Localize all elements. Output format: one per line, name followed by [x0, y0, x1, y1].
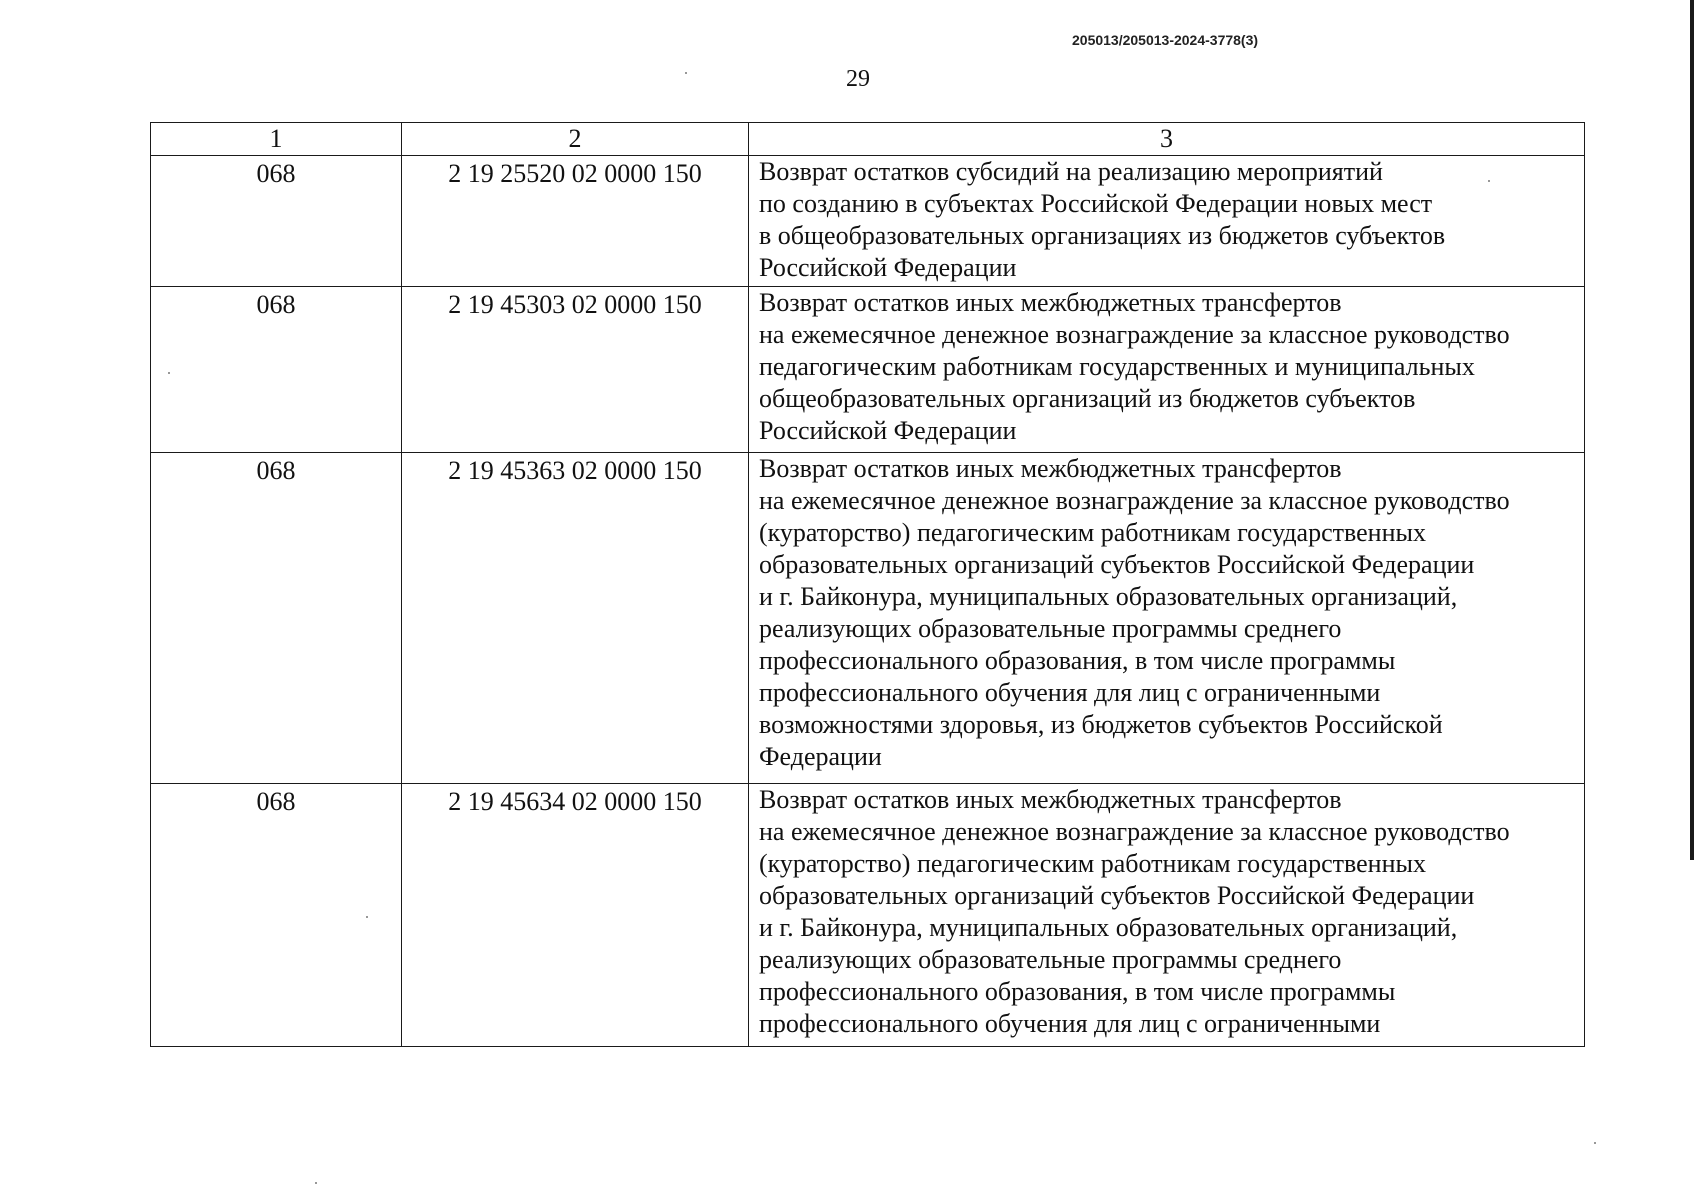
table-row — [151, 784, 1585, 1047]
description-line: (кураторство) педагогическим работникам государственных — [759, 518, 1426, 547]
admin-code: 068 — [256, 787, 296, 816]
kbk-code: 2 19 25520 02 0000 150 — [448, 159, 702, 188]
description-line: по созданию в субъектах Российской Федерации новых мест — [759, 189, 1433, 218]
column-header-2: 2 — [402, 123, 749, 156]
table-header-row — [151, 123, 1585, 156]
description-line: на ежемесячное денежное вознаграждение за классное руководство — [759, 486, 1510, 515]
description-line: профессионального обучения для лиц с ограниченными — [759, 678, 1381, 707]
table-row — [151, 453, 1585, 784]
admin-code-cell — [151, 784, 402, 1047]
scan-speck — [685, 72, 687, 74]
description-cell — [749, 287, 1585, 453]
admin-code: 068 — [256, 159, 296, 188]
description-line: общеобразовательных организаций из бюджетов субъектов — [759, 384, 1416, 413]
description-line: Возврат остатков иных межбюджетных трансфертов — [759, 288, 1342, 317]
description-line: (кураторство) педагогическим работникам государственных — [759, 849, 1426, 878]
budget-codes-table — [150, 122, 1585, 1047]
description-line: в общеобразовательных организациях из бюджетов субъектов — [759, 221, 1446, 250]
admin-code-cell — [151, 287, 402, 453]
kbk-code: 2 19 45363 02 0000 150 — [448, 456, 702, 485]
description-line: Федерации — [759, 742, 882, 771]
scan-speck — [1594, 1142, 1596, 1144]
document-id: 205013/205013-2024-3778(3) — [1072, 32, 1259, 48]
description-line: образовательных организаций субъектов Российской Федерации — [759, 881, 1475, 910]
description-line: и г. Байконура, муниципальных образовательных организаций, — [759, 582, 1458, 611]
description-cell — [749, 453, 1585, 784]
scan-edge-line — [1690, 0, 1694, 860]
description-cell — [749, 156, 1585, 287]
description-line: профессионального образования, в том числе программы — [759, 977, 1396, 1006]
description-line: Российской Федерации — [759, 253, 1017, 282]
description-line: Российской Федерации — [759, 416, 1017, 445]
description-line: профессионального обучения для лиц с ограниченными — [759, 1009, 1381, 1038]
table-row — [151, 287, 1585, 453]
description-line: профессионального образования, в том числе программы — [759, 646, 1396, 675]
description-line: реализующих образовательные программы среднего — [759, 945, 1342, 974]
admin-code: 068 — [256, 290, 296, 319]
description-line: возможностями здоровья, из бюджетов субъектов Российской — [759, 710, 1443, 739]
kbk-code-cell — [402, 287, 749, 453]
page-number: 29 — [846, 66, 870, 92]
description-line: Возврат остатков иных межбюджетных трансфертов — [759, 785, 1342, 814]
kbk-code-cell — [402, 453, 749, 784]
kbk-code-cell — [402, 156, 749, 287]
column-header-3: 3 — [749, 123, 1585, 156]
description-line: образовательных организаций субъектов Российской Федерации — [759, 550, 1475, 579]
admin-code: 068 — [256, 456, 296, 485]
description-line: на ежемесячное денежное вознаграждение за классное руководство — [759, 817, 1510, 846]
table-row — [151, 156, 1585, 287]
description-line: на ежемесячное денежное вознаграждение за классное руководство — [759, 320, 1510, 349]
description-cell — [749, 784, 1585, 1047]
description-line: и г. Байконура, муниципальных образовательных организаций, — [759, 913, 1458, 942]
admin-code-cell — [151, 156, 402, 287]
kbk-code: 2 19 45303 02 0000 150 — [448, 290, 702, 319]
kbk-code-cell — [402, 784, 749, 1047]
description-line: Возврат остатков субсидий на реализацию мероприятий — [759, 157, 1383, 186]
description-line: реализующих образовательные программы среднего — [759, 614, 1342, 643]
kbk-code: 2 19 45634 02 0000 150 — [448, 787, 702, 816]
column-header-1: 1 — [151, 123, 402, 156]
scan-speck — [315, 1182, 317, 1184]
admin-code-cell — [151, 453, 402, 784]
description-line: Возврат остатков иных межбюджетных трансфертов — [759, 454, 1342, 483]
description-line: педагогическим работникам государственных и муниципальных — [759, 352, 1475, 381]
